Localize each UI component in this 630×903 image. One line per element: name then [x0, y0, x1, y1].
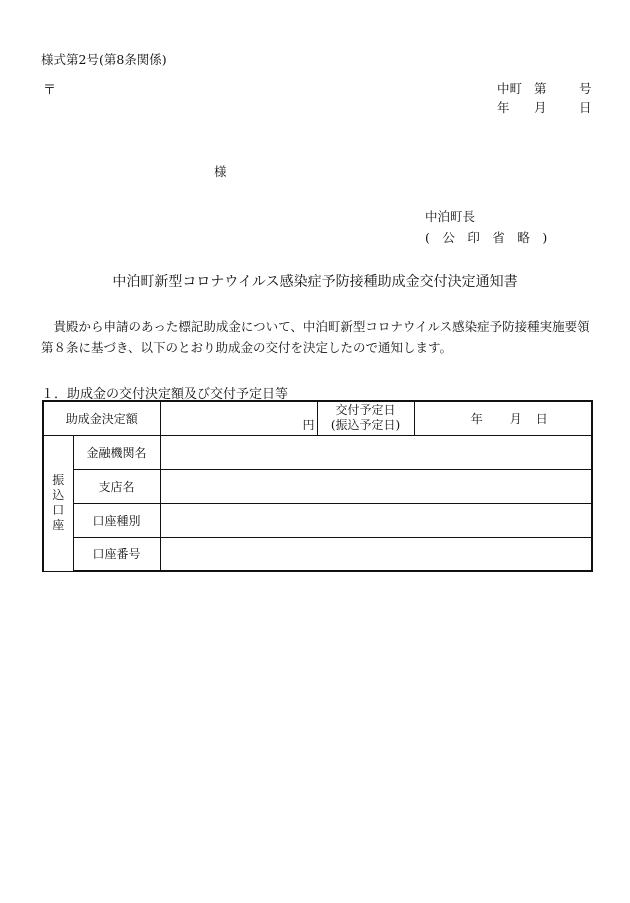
- doc-date-month: 月: [534, 100, 547, 115]
- form-number: 様式第2号(第8条関係): [41, 52, 167, 67]
- body-text: 貴殿から申請のあった標記助成金について、中泊町新型コロナウイルス感染症予防接種実施要領第８条に基づき、以下のとおり助成金の交付を決定したので通知します。: [41, 319, 590, 355]
- schedule-label-line2: (振込予定日): [330, 418, 401, 433]
- section-heading: １．助成金の交付決定額及び交付予定日等: [41, 387, 289, 402]
- addressee-honorific: 様: [214, 164, 227, 179]
- yen-unit: 円: [302, 417, 315, 432]
- transfer-char-1: 振: [52, 473, 65, 487]
- account-type-label: 口座種別: [73, 503, 160, 537]
- account-number-field[interactable]: [160, 537, 592, 571]
- schedule-date-field[interactable]: [414, 401, 592, 435]
- schedule-year: 年: [470, 411, 483, 426]
- document-number: [497, 79, 592, 97]
- document-title: 中泊町新型コロナウイルス感染症予防接種助成金交付決定通知書: [112, 274, 518, 290]
- branch-name-field[interactable]: [160, 469, 592, 503]
- schedule-date-label: [317, 401, 414, 435]
- decision-amount-label: 助成金決定額: [43, 401, 160, 435]
- seal-omitted-note: ( 公 印 省 略 ): [425, 230, 548, 245]
- transfer-char-3: 口: [52, 503, 65, 517]
- decision-amount-field[interactable]: [160, 401, 317, 435]
- transfer-char-4: 座: [52, 518, 65, 532]
- transfer-account-label: [43, 435, 73, 571]
- bank-name-field[interactable]: [160, 435, 592, 469]
- doc-date-day: 日: [579, 100, 592, 115]
- grant-decision-table: [42, 400, 593, 572]
- document-date: [497, 98, 592, 116]
- account-number-label: 口座番号: [73, 537, 160, 571]
- postal-mark: 〒: [43, 83, 57, 98]
- sender-title: 中泊町長: [425, 209, 476, 224]
- account-type-field[interactable]: [160, 503, 592, 537]
- doc-number-prefix: 中町: [497, 81, 523, 96]
- doc-number-dai: 第: [534, 81, 547, 96]
- schedule-day: 日: [535, 411, 548, 426]
- branch-name-label: 支店名: [73, 469, 160, 503]
- doc-number-go: 号: [579, 81, 592, 96]
- schedule-month: 月: [509, 411, 522, 426]
- schedule-label-line1: 交付予定日: [335, 403, 396, 418]
- bank-name-label: 金融機関名: [73, 435, 160, 469]
- transfer-char-2: 込: [52, 488, 65, 502]
- doc-date-year: 年: [497, 100, 510, 115]
